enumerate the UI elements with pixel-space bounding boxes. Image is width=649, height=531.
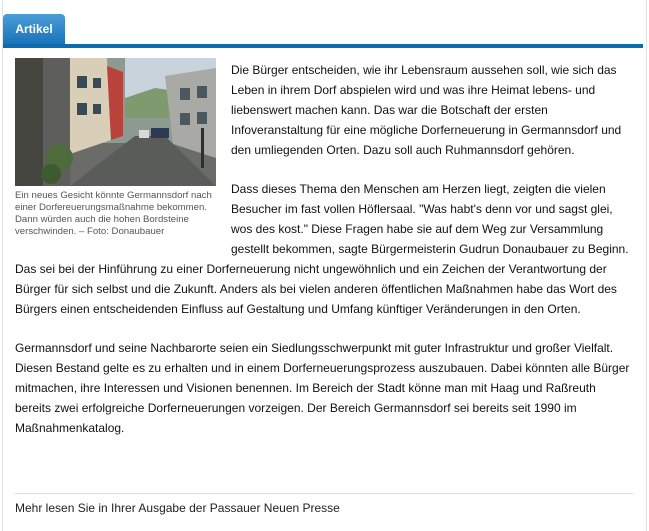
article-figure [15,58,216,238]
article-content [15,58,635,457]
tab-bar [3,14,643,48]
article-paragraph: Germannsdorf und seine Nachbarorte seien ein Siedlungsschwerpunkt mit guter Infrastruktur und großer Vielfalt. Diesen Bestand gelte es zu erhalten und in einem Dorferneuerungsprozess auszubauen. Dabei könnten alle Bürger mitmachen, ihre Interessen und Visionen benennen. Im Bereich der Stadt könne man mit Haag und Raßreuth bereits zwei erfolgreiche Dorferneuerungen vorzeigen. Der Bereich Germannsdorf sei bereits seit 1990 im Maßnahmenkatalog. [15,341,630,435]
read-more-text: Mehr lesen Sie in Ihrer Ausgabe der Passauer Neuen Presse [15,501,340,515]
street-photo[interactable] [15,58,216,186]
article-paragraph: Die Bürger entscheiden, wie ihr Lebensraum aussehen soll, wie sich das Leben in ihrem Dorf abspielen wird und was ihre Heimat lebens- und liebenswert machen kann. Das war die Botschaft der ersten Infoveranstaltung für eine mögliche Dorferneuerung in Germannsdorf und den umliegenden Orten. Dazu soll auch Ruhmannsdorf gehören. [231,63,622,157]
article-paragraph: Dass dieses Thema den Menschen am Herzen liegt, zeigten die vielen Besucher im fast vollen Höflersaal. "Was habt's denn vor und sagst glei, wos des kost." Diese Fragen habe sie auf dem Weg zur Versammlung gestellt bekommen, sagte Bürgermeisterin Gudrun Donaubauer zu Beginn. Das sei bei der Hinführung zu einer Dorferneuerung nicht ungewöhnlich und ein Zeichen der Verantwortung der Bürger für sich selbst und die Zukunft. Anders als bei vielen anderen öffentlichen Maßnahmen habe das Wort des Bürgers einen entscheidenden Einfluss auf Gestaltung und Umfang künftiger Veränderungen in den Orten. [15,182,629,316]
footer-divider [15,493,633,494]
figure-caption: Ein neues Gesicht könnte Germannsdorf nach einer Dorfereuerungsmaßnahme bekommen. Dann würden auch die hohen Bordsteine verschwinden. – Foto: Donaubauer [15,190,212,237]
tab-artikel[interactable]: Artikel [3,14,65,44]
